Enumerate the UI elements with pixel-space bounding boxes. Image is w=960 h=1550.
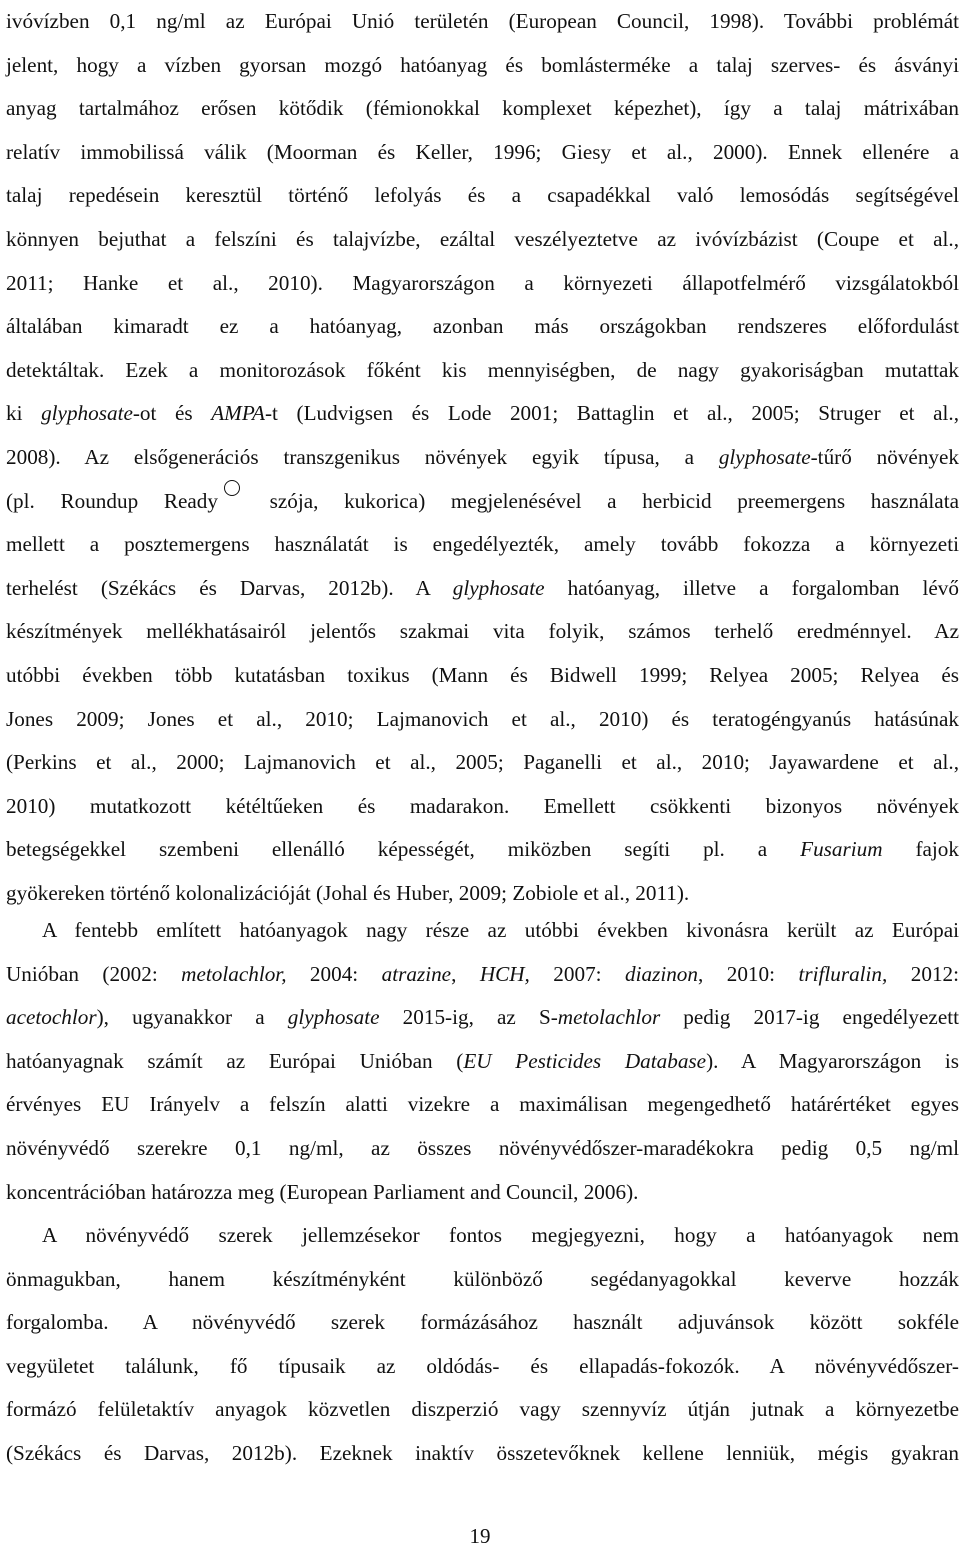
text-segment: 2007: bbox=[529, 961, 625, 986]
registered-mark-icon bbox=[224, 480, 240, 496]
italic-term: glyphosate bbox=[718, 444, 811, 469]
text-line bbox=[6, 1301, 959, 1345]
text-segment: 2015-ig, az S- bbox=[379, 1005, 558, 1030]
text-line bbox=[6, 392, 959, 436]
text-segment: koncentrációban határozza meg (European Parliament and Council, 2006). bbox=[6, 1179, 639, 1204]
text-line bbox=[6, 87, 959, 131]
italic-term: diazinon bbox=[625, 961, 698, 986]
italic-term: glyphosate bbox=[41, 401, 133, 426]
text-line bbox=[6, 1432, 959, 1476]
text-line bbox=[6, 785, 959, 829]
text-segment: , 2010: bbox=[698, 961, 799, 986]
text-segment: szója, kukorica) megjelenésével a herbicid preemergens használata bbox=[243, 488, 959, 513]
text-line bbox=[6, 349, 959, 393]
text-line bbox=[6, 953, 959, 997]
text-line bbox=[6, 1214, 959, 1258]
paragraph-glyphosate-environment bbox=[6, 0, 959, 915]
text-line bbox=[6, 654, 959, 698]
text-line bbox=[6, 1083, 959, 1127]
text-segment: A növényvédő szerek jellemzésekor fontos megjegyezni, hogy a hatóanyagok nem bbox=[42, 1223, 959, 1247]
italic-term: glyphosate bbox=[452, 575, 545, 600]
text-line bbox=[6, 131, 959, 175]
italic-term: EU Pesticides Database bbox=[463, 1048, 707, 1073]
italic-term: atrazine bbox=[381, 961, 452, 986]
italic-term: Fusarium bbox=[800, 837, 883, 862]
text-line bbox=[6, 1040, 959, 1084]
text-line bbox=[6, 305, 959, 349]
text-segment: betegségekkel szembeni ellenálló képességét, miközben segíti pl. a bbox=[6, 837, 801, 862]
text-line bbox=[6, 610, 959, 654]
text-segment: fajok bbox=[882, 837, 959, 862]
text-segment: ), ugyanakkor a bbox=[96, 1005, 288, 1030]
text-segment: -ot és bbox=[132, 401, 212, 426]
text-line bbox=[6, 698, 959, 742]
text-line bbox=[6, 1388, 959, 1432]
text-segment: 2010) mutatkozott kétéltűeken és madarakon. Emellett csökkenti bizonyos növények bbox=[6, 793, 959, 818]
text-line bbox=[6, 174, 959, 218]
text-line bbox=[6, 567, 959, 611]
text-segment: relatív immobilissá válik (Moorman és Keller, 1996; Giesy et al., 2000). Ennek ellenére a bbox=[6, 139, 959, 164]
text-segment: általában kimaradt ez a hatóanyag, azonban más országokban rendszeres előfordulást bbox=[6, 314, 959, 339]
text-segment: (pl. Roundup Ready bbox=[6, 488, 218, 513]
text-segment: detektáltak. Ezek a monitorozások főként kis mennyiségben, de nagy gyakoriságban mutattak bbox=[6, 357, 959, 382]
text-segment: 2008). Az elsőgenerációs transzgenikus növények egyik típusa, a bbox=[6, 444, 719, 469]
text-segment: ivóvízben 0,1 ng/ml az Európai Unió területén (European Council, 1998). További problémát bbox=[6, 9, 959, 33]
text-segment: (Perkins et al., 2000; Lajmanovich et al., 2005; Paganelli et al., 2010; Jayawardene et al., bbox=[6, 750, 959, 775]
italic-term: acetochlor bbox=[6, 1005, 97, 1030]
italic-term: metolachlor, bbox=[181, 961, 287, 986]
text-segment: , bbox=[451, 961, 480, 986]
text-segment: forgalomba. A növényvédő szerek formázásához használt adjuvánsok között sokféle bbox=[6, 1310, 959, 1335]
text-segment: pedig 2017-ig engedélyezett bbox=[660, 1005, 959, 1030]
text-line bbox=[6, 996, 959, 1040]
text-line bbox=[6, 480, 959, 524]
text-segment: vegyületet találunk, fő típusaik az oldódás- és ellapadás-fokozók. A növényvédőszer- bbox=[6, 1353, 959, 1378]
text-line bbox=[6, 1171, 959, 1215]
italic-term: trifluralin, bbox=[798, 961, 888, 986]
text-line bbox=[6, 1127, 959, 1171]
text-segment: ). A Magyarországon is bbox=[706, 1048, 959, 1073]
text-line bbox=[6, 828, 959, 872]
text-segment: mellett a posztemergens használatát is engedélyezték, amely tovább fokozza a környezeti bbox=[6, 532, 959, 557]
italic-term: metolachlor bbox=[557, 1005, 661, 1030]
text-line bbox=[6, 1258, 959, 1302]
text-segment: Unióban (2002: bbox=[6, 961, 182, 986]
paragraph-eu-withdrawal bbox=[6, 909, 959, 1214]
text-segment: gyökereken történő kolonalizációját (Johal és Huber, 2009; Zobiole et al., 2011). bbox=[6, 880, 690, 905]
text-segment: hatóanyag, illetve a forgalomban lévő bbox=[544, 575, 959, 600]
text-line bbox=[6, 262, 959, 306]
text-line bbox=[6, 44, 959, 88]
text-segment: (Székács és Darvas, 2012b). Ezeknek inaktív összetevőknek kellene lenniük, mégis gyakran bbox=[6, 1440, 959, 1465]
text-segment: készítmények mellékhatásairól jelentős szakmai vita folyik, számos terhelő eredménnyel. Az bbox=[6, 619, 959, 644]
text-segment: könnyen bejuthat a felszíni és talajvízbe, ezáltal veszélyeztetve az ivóvízbázist (Coupe et al., bbox=[6, 226, 959, 251]
text-line bbox=[6, 523, 959, 567]
text-segment: 2011; Hanke et al., 2010). Magyarországon a környezeti állapotfelmérő vizsgálatokból bbox=[6, 270, 959, 295]
text-segment: Jones 2009; Jones et al., 2010; Lajmanovich et al., 2010) és teratogéngyanús hatásúnak bbox=[6, 706, 959, 731]
paragraph-adjuvants bbox=[6, 1214, 959, 1476]
text-line bbox=[6, 218, 959, 262]
text-segment: A fentebb említett hatóanyagok nagy része az utóbbi években kivonásra került az Európai bbox=[42, 918, 959, 942]
text-line bbox=[6, 741, 959, 785]
text-line bbox=[6, 909, 959, 953]
text-segment: jelent, hogy a vízben gyorsan mozgó hatóanyag és bomlásterméke a talaj szerves- és ásványi bbox=[6, 52, 959, 77]
text-segment: talaj repedésein keresztül történő lefolyás és a csapadékkal való lemosódás segítségével bbox=[6, 183, 959, 208]
text-segment: anyag tartalmához erősen kötődik (fémionokkal komplexet képezhet), így a talaj mátrixában bbox=[6, 96, 959, 121]
text-segment: önmagukban, hanem készítményként különböző segédanyagokkal keverve hozzák bbox=[6, 1266, 959, 1291]
text-line bbox=[6, 436, 959, 480]
text-segment: hatóanyagnak számít az Európai Unióban ( bbox=[6, 1048, 464, 1073]
text-line bbox=[6, 0, 959, 44]
page-number: 19 bbox=[469, 1524, 491, 1548]
text-segment: -tűrő növények bbox=[810, 444, 960, 469]
italic-term: AMPA bbox=[211, 401, 265, 426]
italic-term: HCH, bbox=[479, 961, 530, 986]
text-segment: növényvédő szerekre 0,1 ng/ml, az összes növényvédőszer-maradékokra pedig 0,5 ng/ml bbox=[6, 1135, 959, 1160]
text-segment: -t (Ludvigsen és Lode 2001; Battaglin et al., 2005; Struger et al., bbox=[264, 401, 959, 426]
text-segment: érvényes EU Irányelv a felszín alatti vizekre a maximálisan megengedhető határértéket egyes bbox=[6, 1092, 959, 1117]
text-line bbox=[6, 1345, 959, 1389]
text-segment: ki bbox=[6, 401, 42, 426]
text-segment: 2012: bbox=[887, 961, 960, 986]
text-segment: terhelést (Székács és Darvas, 2012b). A bbox=[6, 575, 453, 600]
text-segment: 2004: bbox=[286, 961, 382, 986]
italic-term: glyphosate bbox=[287, 1005, 380, 1030]
text-segment: utóbbi években több kutatásban toxikus (Mann és Bidwell 1999; Relyea 2005; Relyea és bbox=[6, 662, 959, 687]
text-segment: formázó felületaktív anyagok közvetlen diszperzió vagy szennyvíz útján jutnak a környezetbe bbox=[6, 1397, 959, 1422]
